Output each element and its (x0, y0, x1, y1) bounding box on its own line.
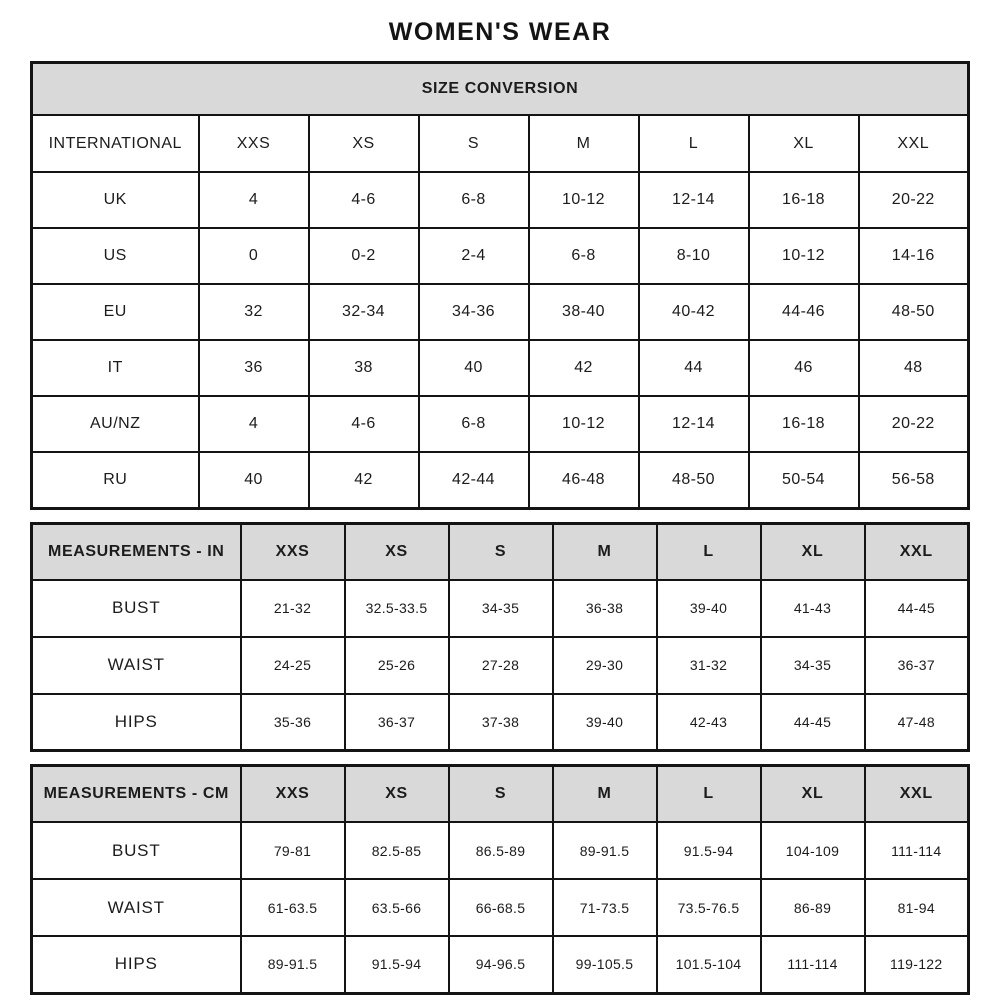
value-cell: 10-12 (749, 228, 859, 284)
table-title: SIZE CONVERSION (32, 63, 969, 116)
value-cell: 40 (419, 340, 529, 396)
row-label: IT (32, 340, 199, 396)
row-label: BUST (32, 822, 241, 879)
value-cell: 21-32 (241, 580, 345, 637)
value-cell: 34-35 (761, 637, 865, 694)
size-col-header: XL (749, 115, 859, 172)
value-cell: 41-43 (761, 580, 865, 637)
value-cell: 35-36 (241, 694, 345, 751)
size-col-header: XS (345, 523, 449, 580)
value-cell: 12-14 (639, 172, 749, 228)
value-cell: 81-94 (865, 879, 969, 936)
size-col-header: XXL (859, 115, 969, 172)
value-cell: 79-81 (241, 822, 345, 879)
size-col-header: S (449, 523, 553, 580)
size-header-row (32, 766, 969, 823)
row-label: US (32, 228, 199, 284)
table-row (32, 172, 969, 228)
size-col-header: XS (309, 115, 419, 172)
value-cell: 37-38 (449, 694, 553, 751)
value-cell: 71-73.5 (553, 879, 657, 936)
row-label: WAIST (32, 879, 241, 936)
value-cell: 36-37 (345, 694, 449, 751)
value-cell: 94-96.5 (449, 936, 553, 993)
size-col-header: M (553, 766, 657, 823)
value-cell: 4-6 (309, 396, 419, 452)
value-cell: 86-89 (761, 879, 865, 936)
size-col-header: M (529, 115, 639, 172)
value-cell: 73.5-76.5 (657, 879, 761, 936)
value-cell: 4 (199, 396, 309, 452)
value-cell: 61-63.5 (241, 879, 345, 936)
value-cell: 2-4 (419, 228, 529, 284)
value-cell: 4-6 (309, 172, 419, 228)
value-cell: 32.5-33.5 (345, 580, 449, 637)
size-col-header: S (419, 115, 529, 172)
size-col-header: XS (345, 766, 449, 823)
value-cell: 50-54 (749, 452, 859, 508)
value-cell: 111-114 (761, 936, 865, 993)
corner-label: INTERNATIONAL (32, 115, 199, 172)
row-label: AU/NZ (32, 396, 199, 452)
value-cell: 56-58 (859, 452, 969, 508)
value-cell: 42-44 (419, 452, 529, 508)
value-cell: 48-50 (639, 452, 749, 508)
value-cell: 99-105.5 (553, 936, 657, 993)
value-cell: 44-45 (865, 580, 969, 637)
size-col-header: S (449, 766, 553, 823)
row-label: BUST (32, 580, 241, 637)
size-col-header: L (639, 115, 749, 172)
row-label: HIPS (32, 694, 241, 751)
value-cell: 6-8 (419, 172, 529, 228)
table-row (32, 822, 969, 879)
table-row (32, 284, 969, 340)
value-cell: 20-22 (859, 396, 969, 452)
value-cell: 8-10 (639, 228, 749, 284)
value-cell: 4 (199, 172, 309, 228)
value-cell: 12-14 (639, 396, 749, 452)
value-cell: 46 (749, 340, 859, 396)
value-cell: 39-40 (657, 580, 761, 637)
value-cell: 44 (639, 340, 749, 396)
size-col-header: XXS (199, 115, 309, 172)
value-cell: 111-114 (865, 822, 969, 879)
value-cell: 16-18 (749, 172, 859, 228)
value-cell: 44-46 (749, 284, 859, 340)
value-cell: 10-12 (529, 172, 639, 228)
table-row (32, 694, 969, 751)
value-cell: 89-91.5 (553, 822, 657, 879)
size-col-header: XL (761, 523, 865, 580)
value-cell: 40-42 (639, 284, 749, 340)
value-cell: 44-45 (761, 694, 865, 751)
table-row (32, 879, 969, 936)
value-cell: 42 (309, 452, 419, 508)
size-header-row (32, 115, 969, 172)
value-cell: 48 (859, 340, 969, 396)
value-cell: 16-18 (749, 396, 859, 452)
measurements-in-table (30, 522, 970, 753)
value-cell: 6-8 (419, 396, 529, 452)
value-cell: 20-22 (859, 172, 969, 228)
value-cell: 6-8 (529, 228, 639, 284)
value-cell: 89-91.5 (241, 936, 345, 993)
value-cell: 119-122 (865, 936, 969, 993)
table-row (32, 340, 969, 396)
value-cell: 82.5-85 (345, 822, 449, 879)
value-cell: 36 (199, 340, 309, 396)
row-label: WAIST (32, 637, 241, 694)
size-col-header: XXS (241, 523, 345, 580)
value-cell: 25-26 (345, 637, 449, 694)
table-row (32, 396, 969, 452)
value-cell: 24-25 (241, 637, 345, 694)
table-row (32, 936, 969, 993)
value-cell: 66-68.5 (449, 879, 553, 936)
value-cell: 91.5-94 (345, 936, 449, 993)
value-cell: 47-48 (865, 694, 969, 751)
size-header-row (32, 523, 969, 580)
size-col-header: XXL (865, 523, 969, 580)
size-conversion-table (30, 61, 970, 510)
value-cell: 36-37 (865, 637, 969, 694)
value-cell: 32 (199, 284, 309, 340)
value-cell: 86.5-89 (449, 822, 553, 879)
size-col-header: L (657, 766, 761, 823)
size-col-header: XXL (865, 766, 969, 823)
value-cell: 31-32 (657, 637, 761, 694)
value-cell: 38-40 (529, 284, 639, 340)
value-cell: 42-43 (657, 694, 761, 751)
value-cell: 42 (529, 340, 639, 396)
value-cell: 38 (309, 340, 419, 396)
value-cell: 40 (199, 452, 309, 508)
table-title: MEASUREMENTS - IN (32, 523, 241, 580)
value-cell: 104-109 (761, 822, 865, 879)
value-cell: 46-48 (529, 452, 639, 508)
value-cell: 29-30 (553, 637, 657, 694)
table-row (32, 637, 969, 694)
size-col-header: XXS (241, 766, 345, 823)
row-label: RU (32, 452, 199, 508)
row-label: EU (32, 284, 199, 340)
measurements-cm-table (30, 764, 970, 995)
table-row (32, 452, 969, 508)
value-cell: 63.5-66 (345, 879, 449, 936)
table-row (32, 580, 969, 637)
value-cell: 34-35 (449, 580, 553, 637)
size-col-header: M (553, 523, 657, 580)
table-title-row (32, 63, 969, 116)
table-title: MEASUREMENTS - CM (32, 766, 241, 823)
page-title: WOMEN'S WEAR (388, 18, 612, 46)
row-label: UK (32, 172, 199, 228)
table-row (32, 228, 969, 284)
row-label: HIPS (32, 936, 241, 993)
value-cell: 14-16 (859, 228, 969, 284)
value-cell: 91.5-94 (657, 822, 761, 879)
size-col-header: L (657, 523, 761, 580)
size-col-header: XL (761, 766, 865, 823)
value-cell: 48-50 (859, 284, 969, 340)
value-cell: 32-34 (309, 284, 419, 340)
value-cell: 0 (199, 228, 309, 284)
value-cell: 36-38 (553, 580, 657, 637)
value-cell: 10-12 (529, 396, 639, 452)
value-cell: 0-2 (309, 228, 419, 284)
value-cell: 34-36 (419, 284, 529, 340)
value-cell: 27-28 (449, 637, 553, 694)
value-cell: 39-40 (553, 694, 657, 751)
value-cell: 101.5-104 (657, 936, 761, 993)
